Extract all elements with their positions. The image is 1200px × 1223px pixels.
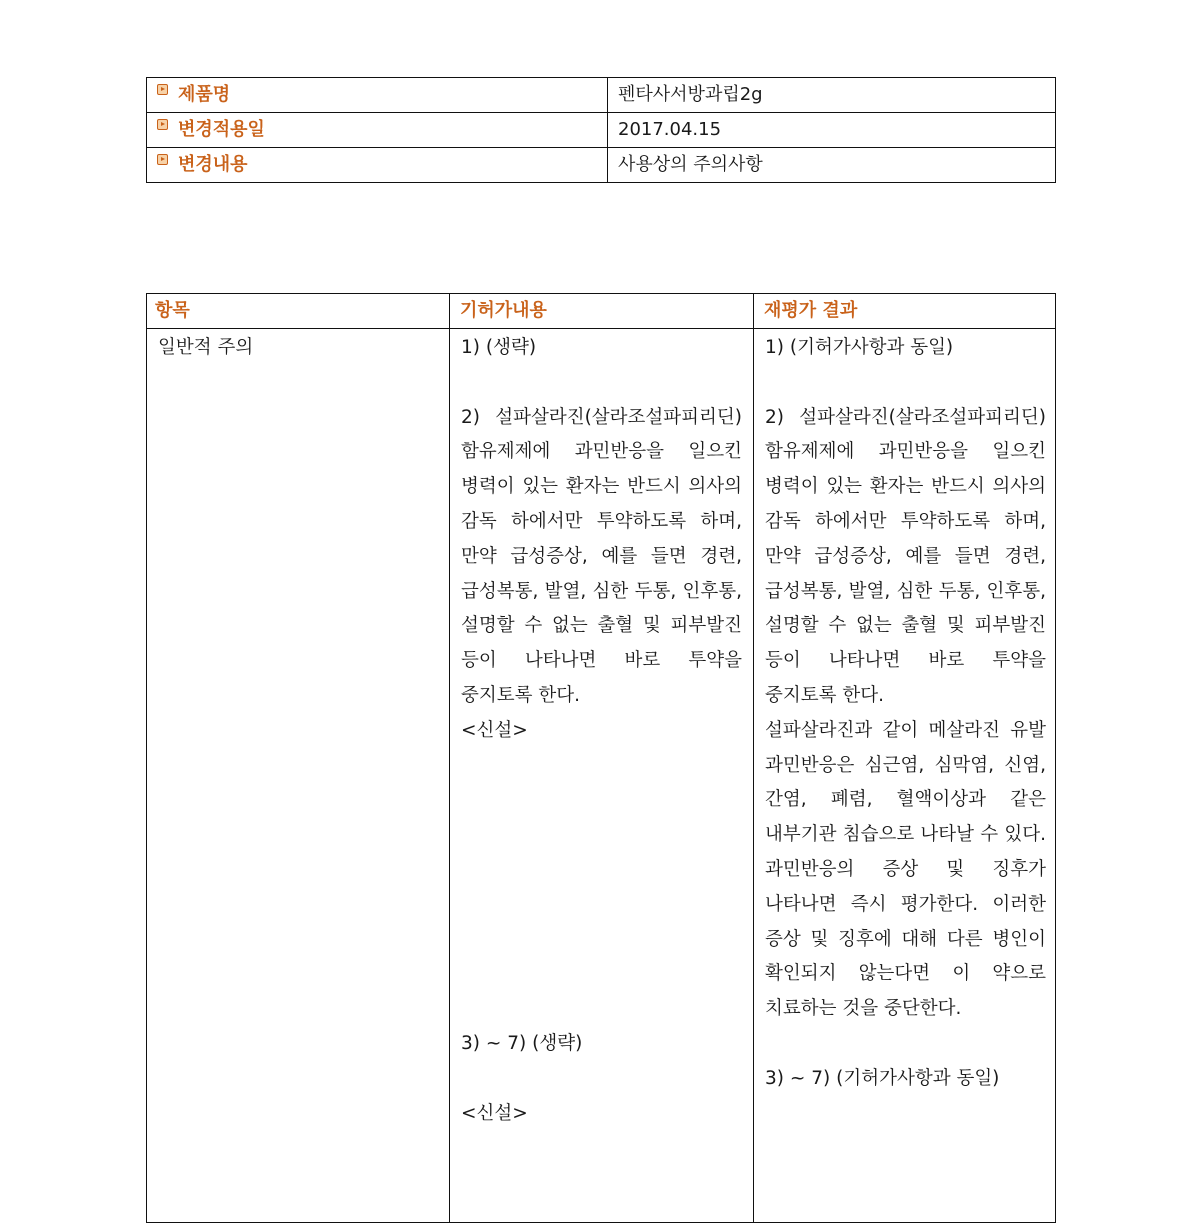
info-label: 변경내용 [178, 154, 248, 175]
bullet-icon [157, 154, 168, 165]
column-divider [753, 294, 754, 1222]
item-column [158, 331, 438, 366]
bullet-icon [157, 119, 168, 130]
result-paragraph-2: 2) 설파살라진(살라조설파피리딘) 함유제제에 과민반응을 일으킨 병력이 있는 환자는 반드시 의사의 감독 하에서만 투약하도록 하며, 만약 급성증상, 예를 들면 경련, 급성복통, 발열, 심한 두통, 인후통, 설명할 수 없는 출혈 및 피부발진 등이 나타나면 바로 투약을 중지토록 한다. [765, 406, 1046, 706]
info-row-change-content [147, 148, 1056, 183]
info-label: 변경적용일 [178, 119, 265, 140]
info-label-cell [147, 78, 608, 113]
result-column [765, 331, 1046, 1097]
item-label: 일반적 주의 [158, 337, 254, 358]
original-paragraph-4: 3) ~ 7) (생략) [461, 1033, 583, 1054]
table-header [147, 294, 1055, 329]
result-paragraph-3: 설파살라진과 같이 메살라진 유발 과민반응은 심근염, 심막염, 신염, 간염, 폐렴, 혈액이상과 같은 내부기관 침습으로 나타날 수 있다. 과민반응의 증상 및 징후가 나타나면 즉시 평가한다. 이러한 증상 및 징후에 대해 다른 병인이 확인되지 않는다면 이 약으로 치료하는 것을 중단한다. [765, 719, 1046, 1020]
original-paragraph-2: 2) 설파살라진(살라조설파피리딘) 함유제제에 과민반응을 일으킨 병력이 있는 환자는 반드시 의사의 감독 하에서만 투약하도록 하며, 만약 급성증상, 예를 들면 경련, 급성복통, 발열, 심한 두통, 인후통, 설명할 수 없는 출혈 및 피부발진 등이 나타나면 바로 투약을 중지토록 한다. [461, 406, 742, 706]
comparison-table [146, 293, 1056, 1223]
column-divider [449, 294, 450, 1222]
info-label-cell [147, 148, 608, 183]
product-info-table [146, 77, 1056, 183]
info-row-change-date [147, 113, 1056, 148]
header-original: 기허가내용 [460, 300, 547, 321]
header-item: 항목 [155, 300, 190, 321]
original-paragraph-3: <신설> [461, 719, 528, 741]
info-value: 사용상의 주의사항 [608, 148, 1056, 183]
original-paragraph-5: <신설> [461, 1102, 528, 1124]
original-column-lower [461, 1027, 742, 1131]
original-column [461, 331, 742, 749]
info-label: 제품명 [178, 84, 231, 105]
info-value: 2017.04.15 [608, 113, 1056, 148]
info-label-cell [147, 113, 608, 148]
original-paragraph-1: 1) (생략) [461, 337, 537, 358]
result-paragraph-4: 3) ~ 7) (기허가사항과 동일) [765, 1067, 1000, 1089]
header-result: 재평가 결과 [764, 300, 858, 321]
result-paragraph-1: 1) (기허가사항과 동일) [765, 337, 954, 358]
info-row-product-name [147, 78, 1056, 113]
info-value: 펜타사서방과립2g [608, 78, 1056, 113]
bullet-icon [157, 84, 168, 95]
